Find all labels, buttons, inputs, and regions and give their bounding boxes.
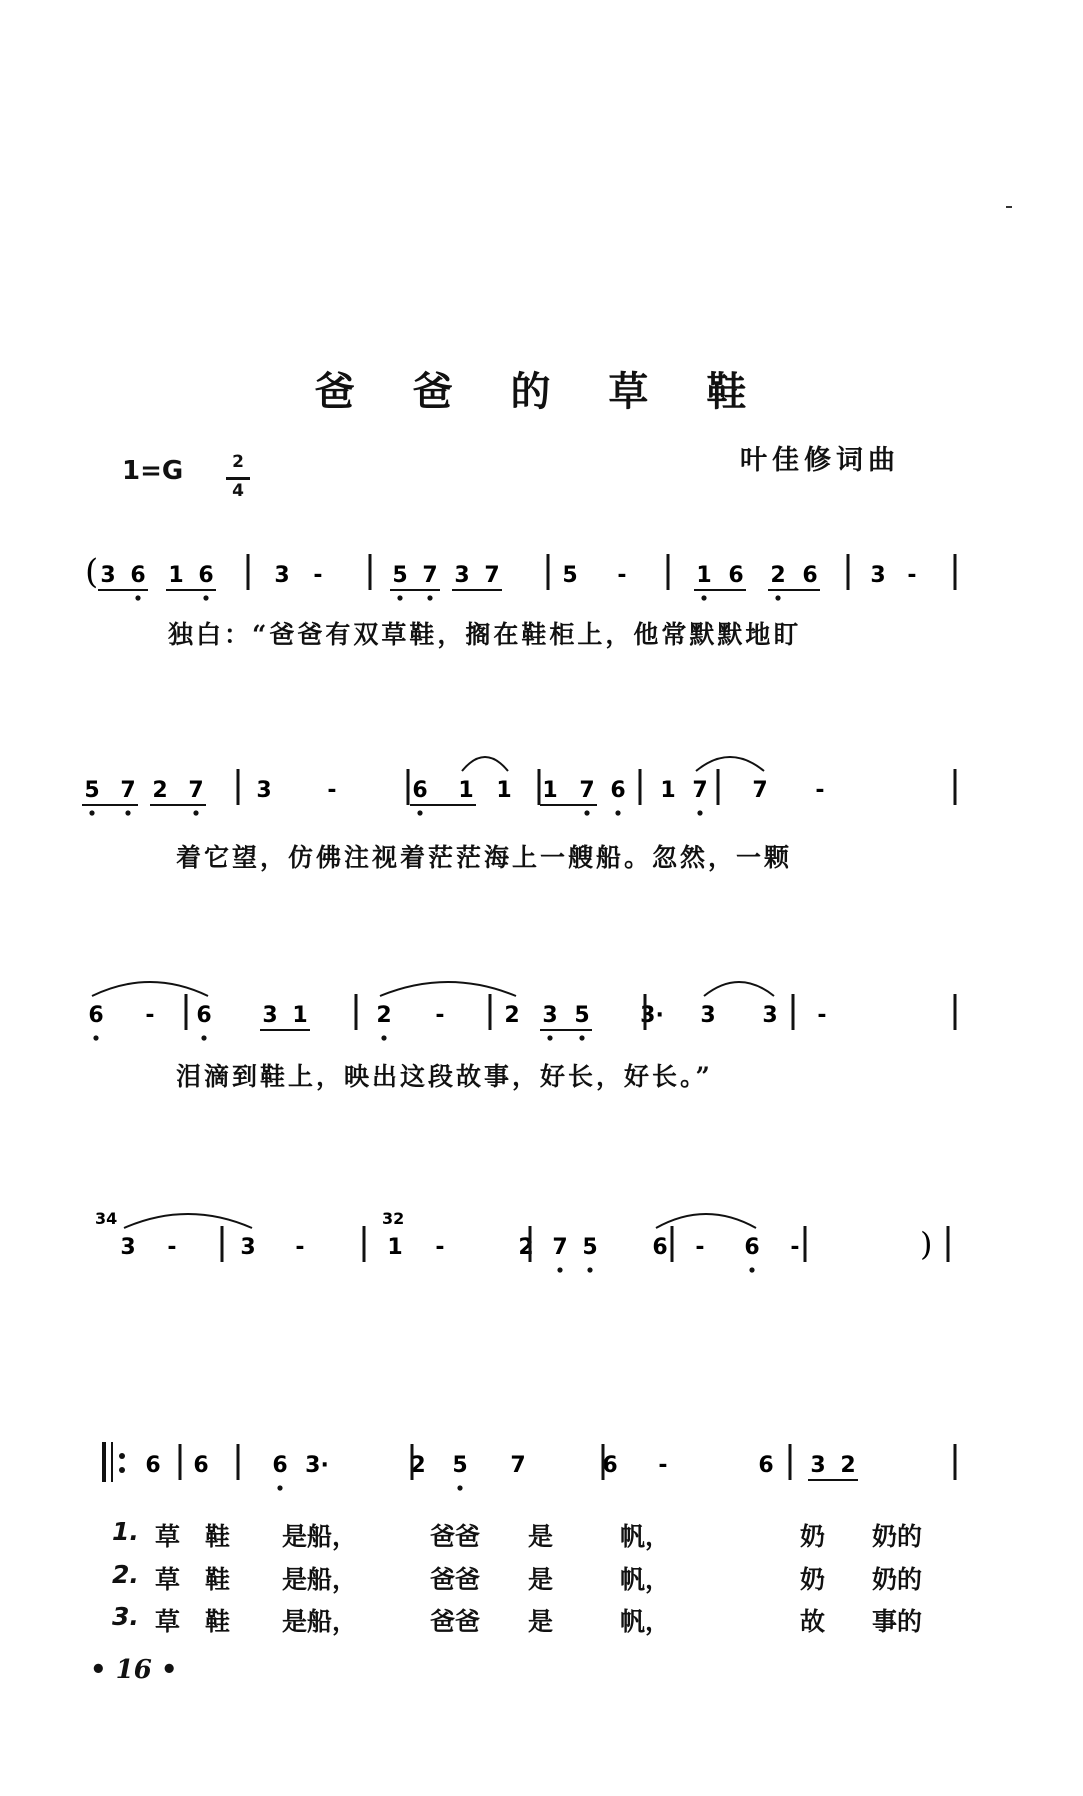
open-paren: (	[85, 552, 99, 592]
octave-dot	[381, 1035, 386, 1040]
verse-word: 奶	[800, 1565, 826, 1594]
slur	[92, 982, 208, 996]
note: 6	[610, 778, 626, 803]
note: -	[327, 778, 337, 803]
verse-word: 是船，	[282, 1565, 358, 1594]
slur	[696, 757, 764, 771]
note: 3	[274, 563, 290, 588]
slur	[462, 757, 508, 771]
note: 7	[188, 778, 204, 803]
verse-word: 帆，	[620, 1565, 671, 1594]
note: 5	[392, 563, 408, 588]
octave-dot	[587, 1267, 592, 1272]
slur	[656, 1214, 756, 1228]
note: 2	[770, 563, 786, 588]
octave-dot	[749, 1267, 754, 1272]
note: 2	[518, 1235, 534, 1260]
note: 7	[422, 563, 438, 588]
verse-word: 是船，	[282, 1522, 358, 1551]
note: -	[815, 778, 825, 803]
verse-word: 爸爸	[430, 1522, 481, 1551]
notation-row-2	[0, 765, 1083, 825]
page-number: • 16 •	[90, 1655, 178, 1685]
octave-dot	[775, 595, 780, 600]
notation-row-1-svg	[0, 550, 1083, 610]
repeat-dot	[119, 1467, 125, 1473]
note: 6	[744, 1235, 760, 1260]
slur	[124, 1214, 252, 1228]
time-signature-line	[226, 477, 250, 480]
note: 2	[376, 1003, 392, 1028]
verse-word: 草	[155, 1522, 181, 1551]
octave-dot	[557, 1267, 562, 1272]
note: 5	[562, 563, 578, 588]
note: 3	[762, 1003, 778, 1028]
note: -	[817, 1003, 827, 1028]
verse-word: 是	[528, 1522, 554, 1551]
verse-word: 鞋	[205, 1522, 231, 1551]
note: -	[617, 563, 627, 588]
note: 3·	[640, 1003, 664, 1028]
verse-word: 奶	[800, 1522, 826, 1551]
note: 3	[870, 563, 886, 588]
note: 1	[696, 563, 712, 588]
verse-word: 鞋	[205, 1607, 231, 1636]
note: 6	[130, 563, 146, 588]
octave-dot	[615, 810, 620, 815]
scan-speck	[1006, 206, 1012, 208]
notation-row-5-svg	[0, 1440, 1083, 1500]
lyric-row-1: 独白：“爸爸有双草鞋，搁在鞋柜上，他常默默地盯	[168, 620, 802, 649]
verse-word: 是	[528, 1607, 554, 1636]
note: 7	[579, 778, 595, 803]
grace-notes-1: 34	[95, 1209, 118, 1228]
verse-word: 是船，	[282, 1607, 358, 1636]
note: 3	[700, 1003, 716, 1028]
note: -	[695, 1235, 705, 1260]
octave-dot	[579, 1035, 584, 1040]
note: 1	[168, 563, 184, 588]
note: -	[313, 563, 323, 588]
octave-dot	[547, 1035, 552, 1040]
octave-dot	[457, 1485, 462, 1490]
note: 6	[88, 1003, 104, 1028]
verse-word: 爸爸	[430, 1607, 481, 1636]
note: 2	[840, 1453, 856, 1478]
octave-dot	[697, 810, 702, 815]
verse-word: 草	[155, 1565, 181, 1594]
note: 7	[120, 778, 136, 803]
note: -	[435, 1003, 445, 1028]
note: 3	[810, 1453, 826, 1478]
verse-number: 3.	[112, 1602, 139, 1631]
note: 3·	[305, 1453, 329, 1478]
verse-word: 故	[800, 1607, 826, 1636]
lyric-row-2: 着它望，仿佛注视着茫茫海上一艘船。忽然，一颗	[176, 843, 793, 872]
note: 3	[100, 563, 116, 588]
note: 6	[272, 1453, 288, 1478]
note: 7	[484, 563, 500, 588]
verse-number: 2.	[112, 1560, 139, 1589]
slur	[380, 982, 516, 996]
note: 1	[660, 778, 676, 803]
verse-word: 帆，	[620, 1607, 671, 1636]
notation-row-5	[0, 1440, 1083, 1500]
verse-word: 奶的	[872, 1522, 923, 1551]
note: 5	[452, 1453, 468, 1478]
note: 3	[256, 778, 272, 803]
note: 6	[602, 1453, 618, 1478]
note: 6	[802, 563, 818, 588]
lyric-row-3: 泪滴到鞋上，映出这段故事，好长，好长。”	[176, 1062, 713, 1091]
notation-row-1	[0, 550, 1083, 610]
note: 7	[510, 1453, 526, 1478]
note: 6	[198, 563, 214, 588]
note: 1	[292, 1003, 308, 1028]
octave-dot	[203, 595, 208, 600]
song-title: 爸 爸 的 草 鞋	[314, 368, 769, 415]
note: 6	[652, 1235, 668, 1260]
octave-dot	[277, 1485, 282, 1490]
notation-row-2-svg	[0, 765, 1083, 825]
note: 1	[542, 778, 558, 803]
note: 2	[504, 1003, 520, 1028]
notation-row-4	[0, 1209, 1083, 1282]
verse-word: 奶的	[872, 1565, 923, 1594]
note: 2	[152, 778, 168, 803]
note: 7	[752, 778, 768, 803]
note: 1	[496, 778, 512, 803]
note: -	[790, 1235, 800, 1260]
octave-dot	[93, 1035, 98, 1040]
time-signature-top: 2	[232, 452, 244, 472]
octave-dot	[427, 595, 432, 600]
time-signature-bottom: 4	[232, 481, 244, 501]
octave-dot	[417, 810, 422, 815]
note: 5	[582, 1235, 598, 1260]
octave-dot	[397, 595, 402, 600]
verse-word: 帆，	[620, 1522, 671, 1551]
notation-row-3	[0, 990, 1083, 1050]
notation-row-3-svg	[0, 990, 1083, 1050]
verse-number: 1.	[112, 1517, 139, 1546]
note: 5	[574, 1003, 590, 1028]
note: -	[658, 1453, 668, 1478]
close-paren: )	[920, 1225, 933, 1263]
note: 6	[758, 1453, 774, 1478]
note: 7	[692, 778, 708, 803]
octave-dot	[89, 810, 94, 815]
verse-word: 事的	[872, 1607, 923, 1636]
grace-notes-2: 32	[382, 1209, 405, 1228]
note: -	[435, 1235, 445, 1260]
verse-word: 鞋	[205, 1565, 231, 1594]
note: -	[907, 563, 917, 588]
note: 5	[84, 778, 100, 803]
note: 7	[552, 1235, 568, 1260]
note: 3	[120, 1235, 136, 1260]
note: 6	[145, 1453, 161, 1478]
key-signature: 1=G	[122, 456, 184, 486]
slur	[704, 982, 774, 996]
verse-word: 爸爸	[430, 1565, 481, 1594]
note: 3	[240, 1235, 256, 1260]
note: 3	[262, 1003, 278, 1028]
octave-dot	[701, 595, 706, 600]
note: 2	[410, 1453, 426, 1478]
note: 1	[458, 778, 474, 803]
octave-dot	[584, 810, 589, 815]
note: 3	[542, 1003, 558, 1028]
note: 6	[193, 1453, 209, 1478]
song-author: 叶佳修词曲	[740, 445, 900, 476]
octave-dot	[193, 810, 198, 815]
verse-word: 草	[155, 1607, 181, 1636]
octave-dot	[201, 1035, 206, 1040]
note: 6	[728, 563, 744, 588]
notation-row-4-svg	[0, 1209, 1083, 1282]
verse-word: 是	[528, 1565, 554, 1594]
note: -	[167, 1235, 177, 1260]
note: 6	[196, 1003, 212, 1028]
octave-dot	[125, 810, 130, 815]
note: -	[295, 1235, 305, 1260]
note: 3	[454, 563, 470, 588]
octave-dot	[135, 595, 140, 600]
note: 6	[412, 778, 428, 803]
note: 1	[387, 1235, 403, 1260]
note: -	[145, 1003, 155, 1028]
repeat-dot	[119, 1453, 125, 1459]
